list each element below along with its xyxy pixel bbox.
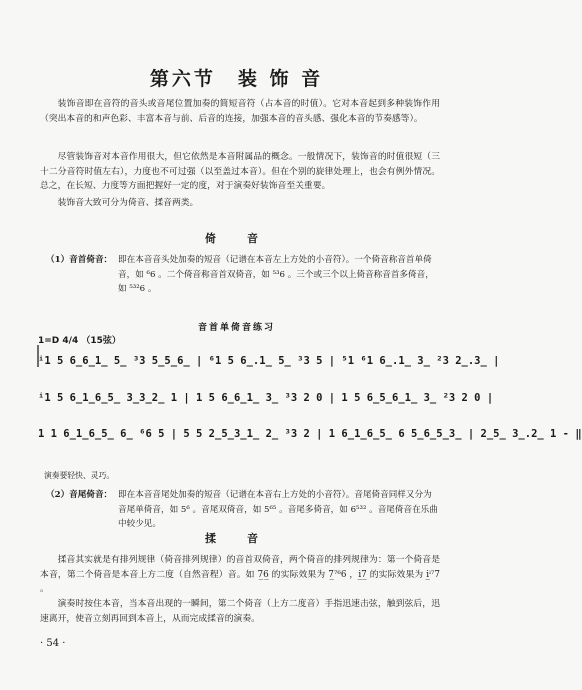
section-heading-yiyin: 倚 音 bbox=[205, 232, 268, 245]
intro-paragraph-3: 装饰音大致可分为倚音、揉音两类。 bbox=[57, 198, 199, 208]
key-signature: 1=D 4/4 （15弦） bbox=[38, 336, 121, 346]
exercise-note: 演奏要轻快、灵巧。 bbox=[44, 471, 115, 480]
staff-bar-lines bbox=[38, 345, 443, 375]
rouyin-paragraph-2: 演奏时按住本音，当本音出现的一瞬间，第二个倚音（上方二度音）手指迅速击弦，触到弦后，迅速离开，使音立刻再回到本音上，从而完成揉音的演奏。 bbox=[40, 599, 440, 624]
section-heading-rouyin: 揉 音 bbox=[205, 532, 268, 545]
exercise-title: 音首单倚音练习 bbox=[197, 323, 275, 333]
definition-term: （1）音首倚音： bbox=[46, 255, 113, 265]
page-number: · 54 · bbox=[40, 638, 66, 649]
definition-head-grace bbox=[46, 253, 441, 303]
rouyin-paragraph-1: 揉音其实就是有排列规律（倚音排列规律）的音首双倚音，两个倚音的排列规律为：第一个倚音是本音，第二个倚音是本音上方二度（自然音程）音。如 7̲6̲ 的实际效果为 7̲⁷⁶6 ，i̲7̲ 的实际效果为 i̲ⁱ⁷7 。 bbox=[40, 555, 440, 594]
definition-term: （2）音尾倚音： bbox=[46, 490, 113, 500]
score-notes: ⁱ1 5 6̲1̲6̲5̲ 3̲3̲2̲ 1 | 1 5 6̲6̲1̲ 3̲ ³3 2 0 | 1 5 6̲5̲6̲1̲ 3̲ ²3 2 0 | bbox=[38, 392, 494, 404]
intro-paragraph-1: 装饰音即在音符的音头或音尾位置加奏的简短音符（占本音的时值）。它对本音起到多种装饰作用（突出本音的和声色彩、丰富本音与前、后音的连接，加强本音的音头感、强化本音的节奏感等）。 bbox=[40, 99, 440, 124]
score-row bbox=[38, 392, 494, 416]
definition-text: 即在本音音头处加奏的短音（记谱在本音左上方处的小音符）。一个倚音称音首单倚音，如 ⁶6 。二个倚音称音首双倚音，如 ⁵³6 。三个或三个以上倚音称音首多倚音，如 ⁵³²6 。 bbox=[118, 255, 434, 294]
score-notes: 1 1 6̲1̲6̲5̲ 6̲ ⁶6 5 | 5 5 2̲5̲3̲1̲ 2̲ ³3 2 | 1 6̲1̲6̲5̲ 6 5̲6̲5̲3̲ | 2̲5̲ 3̲.2̲ 1 - ‖ bbox=[38, 428, 582, 440]
definition-text: 即在本音音尾处加奏的短音（记谱在本音右上方处的小音符）。音尾倚音同样又分为音尾单倚音，如 5⁶ 。音尾双倚音，如 5⁶⁵ 。音尾多倚音，如 6⁵³² 。音尾倚音在乐曲中较少见。 bbox=[118, 490, 438, 529]
score-row bbox=[38, 428, 582, 452]
score-notes: ⁱ1 5 6̲6̲1̲ 5̲ ³3 5̲5̲6̲ | ⁶1 5 6̲.1̲ 5̲ ³3 5 | ⁵1 ⁶1 6̲.1̲ 3̲ ²3 2̲.3̲ | bbox=[38, 355, 500, 367]
page-title: 第六节 装 饰 音 bbox=[149, 68, 324, 90]
score-row bbox=[38, 355, 500, 379]
intro-paragraph-2: 尽管装饰音对本音作用很大，但它依然是本音附属品的概念。一般情况下，装饰音的时值很短（三十二分音符时值左右），力度也不可过强（以至盖过本音）。但在个别的旋律处理上，也会有例外情况。总之，在长短、力度等方面把握好一定的度，对于演奏好装饰音至关重要。 bbox=[40, 152, 440, 191]
